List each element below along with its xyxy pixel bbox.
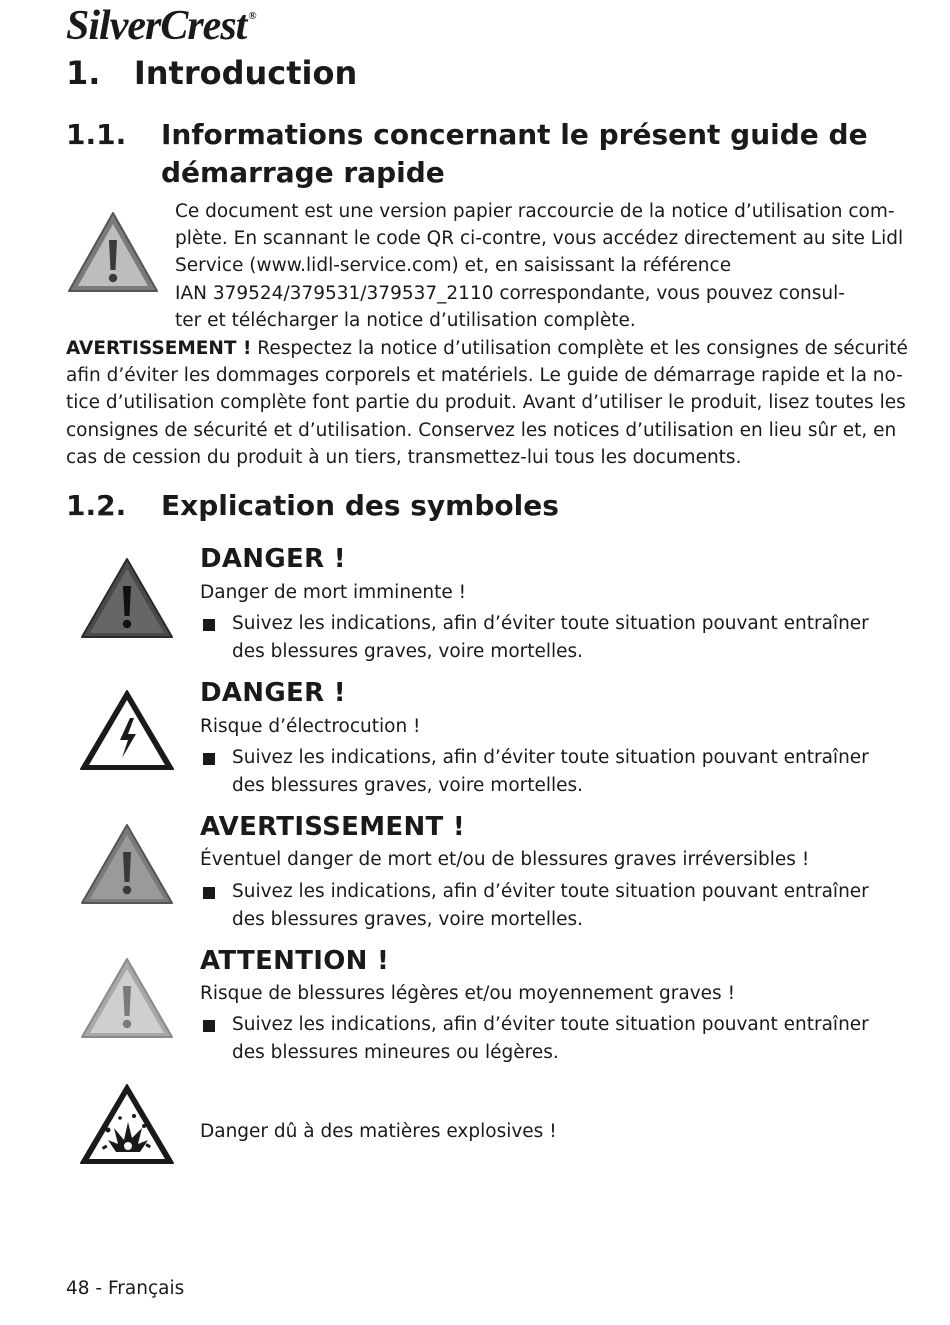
section-1-1-heading <box>66 116 868 154</box>
registered-mark: ® <box>248 10 256 22</box>
bullet-line: Suivez les indications, afin d’éviter toute situation pouvant entraîner <box>232 881 869 902</box>
intro-line: IAN 379524/379531/379537_2110 correspondante, vous pouvez consul- <box>175 282 845 304</box>
bullet-line: Suivez les indications, afin d’éviter toute situation pouvant entraîner <box>232 747 869 768</box>
danger-triangle-icon <box>79 556 175 640</box>
section-title-line1: Informations concernant le présent guide de <box>161 118 868 151</box>
chapter-title: 1. Introduction <box>66 54 358 92</box>
warning-line: cas de cession du produit à un tiers, transmettez-lui tous les documents. <box>66 446 742 468</box>
symbol-description: Danger dû à des matières explosives ! <box>200 1121 557 1142</box>
brand-name: SilverCrest <box>66 3 247 49</box>
warning-line: afin d’éviter les dommages corporels et matériels. Le guide de démarrage rapide et la no- <box>66 365 903 387</box>
bullet-line: des blessures graves, voire mortelles. <box>232 908 584 930</box>
caution-triangle-icon <box>79 956 175 1040</box>
bullet-square-icon <box>203 1020 215 1032</box>
bullet-line: des blessures graves, voire mortelles. <box>232 640 584 662</box>
section-number: 1.2. <box>66 489 127 522</box>
symbol-description: Risque de blessures légères et/ou moyennement graves ! <box>200 983 735 1004</box>
symbol-bullet <box>200 1011 869 1066</box>
intro-paragraph <box>175 198 903 334</box>
warning-line: tice d’utilisation complète font partie du produit. Avant d’utiliser le produit, lisez toutes les <box>66 392 906 414</box>
symbol-bullet <box>200 610 869 665</box>
section-1-2-heading <box>66 487 559 525</box>
symbol-title: ATTENTION ! <box>200 946 390 976</box>
symbol-bullet <box>200 878 869 933</box>
intro-line: ter et télécharger la notice d’utilisation complète. <box>175 309 636 331</box>
bullet-square-icon <box>203 619 215 631</box>
bullet-line: des blessures graves, voire mortelles. <box>232 774 584 796</box>
bullet-square-icon <box>203 753 215 765</box>
symbol-title: DANGER ! <box>200 544 346 574</box>
electrocution-triangle-icon <box>78 688 176 772</box>
bullet-line: Suivez les indications, afin d’éviter toute situation pouvant entraîner <box>232 1014 869 1035</box>
warning-line: Respectez la notice d’utilisation complète et les consignes de sécurité <box>251 338 908 359</box>
explosive-triangle-icon <box>78 1082 176 1166</box>
symbol-description: Danger de mort imminente ! <box>200 582 467 603</box>
general-warning-triangle-icon <box>66 210 160 294</box>
warning-line: consignes de sécurité et d’utilisation. Conservez les notices d’utilisation en lieu sûr et, en <box>66 419 897 441</box>
section-number: 1.1. <box>66 118 127 151</box>
symbol-bullet <box>200 744 869 799</box>
symbol-title: AVERTISSEMENT ! <box>200 812 466 842</box>
section-title-line2: démarrage rapide <box>161 156 445 189</box>
warning-triangle-icon <box>79 822 175 906</box>
bullet-square-icon <box>203 887 215 899</box>
symbol-description: Risque d’électrocution ! <box>200 716 421 737</box>
intro-line: Service (www.lidl-service.com) et, en saisissant la référence <box>175 255 732 277</box>
page-footer: 48 - Français <box>66 1278 185 1299</box>
bullet-line: Suivez les indications, afin d’éviter toute situation pouvant entraîner <box>232 613 869 634</box>
warning-paragraph <box>66 335 908 471</box>
intro-line: plète. En scannant le code QR ci-contre, vous accédez directement au site Lidl <box>175 228 904 250</box>
intro-line: Ce document est une version papier raccourcie de la notice d’utilisation com- <box>175 201 895 222</box>
symbol-description: Éventuel danger de mort et/ou de blessures graves irréversibles ! <box>200 849 810 870</box>
symbol-title: DANGER ! <box>200 678 346 708</box>
bullet-line: des blessures mineures ou légères. <box>232 1041 559 1063</box>
section-title: Explication des symboles <box>161 489 559 522</box>
brand-logo <box>66 2 256 49</box>
warning-label: AVERTISSEMENT ! <box>66 338 252 359</box>
